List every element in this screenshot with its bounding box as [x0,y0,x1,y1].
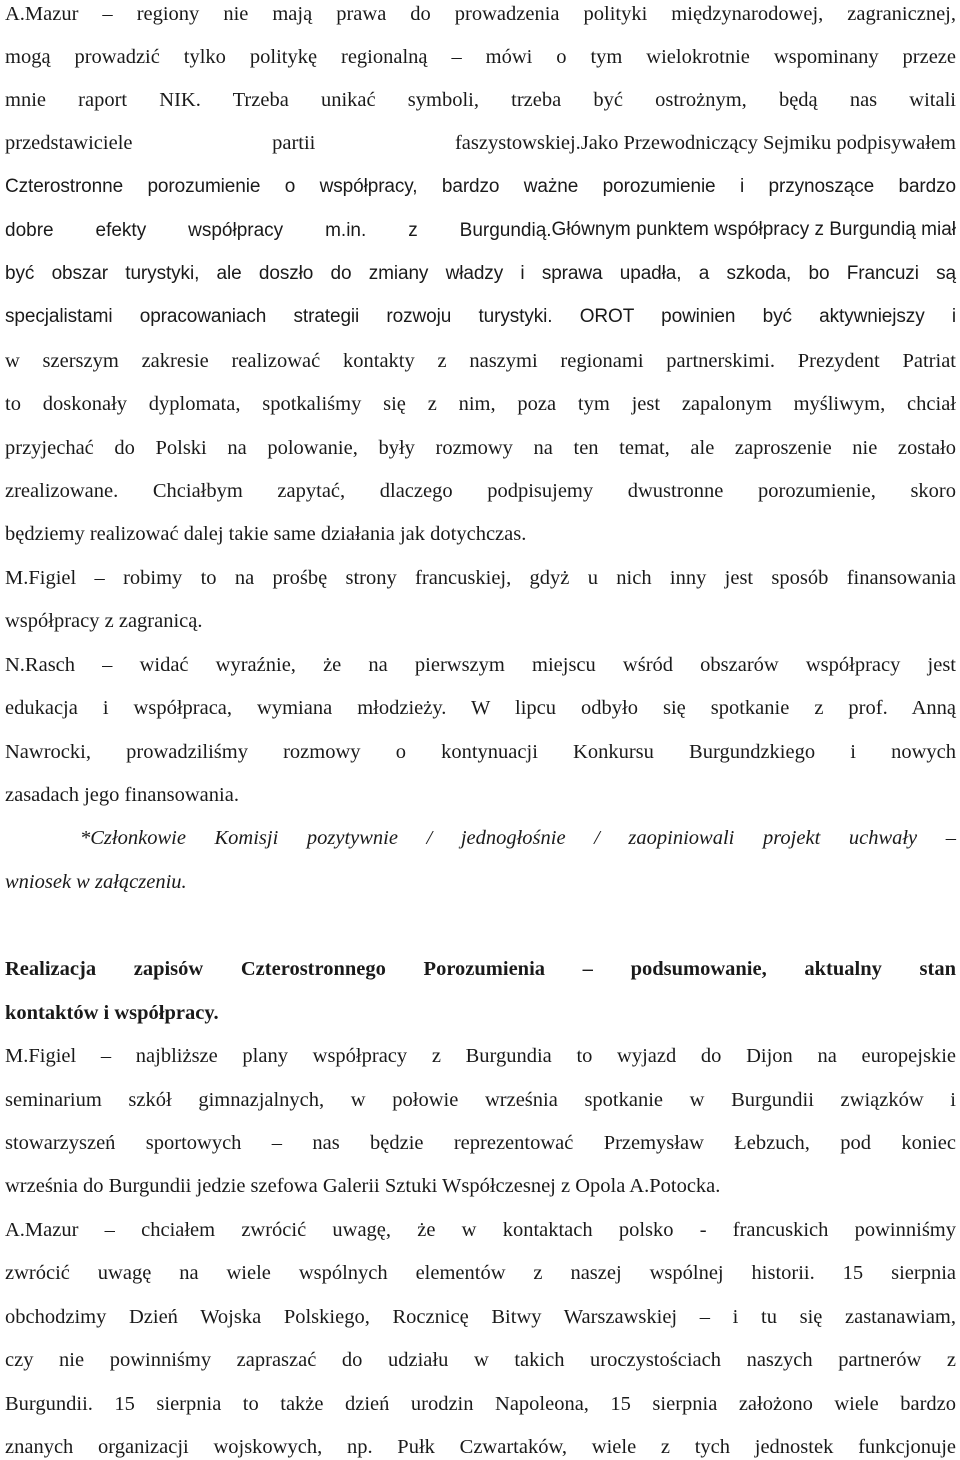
text-line: M.Figiel – najbliższe plany współpracy z Burgundia to wyjazd do Dijon na europejskie [5,1045,956,1067]
text-line: A.Mazur – regiony nie mają prawa do prowadzenia polityki międzynarodowej, zagranicznej, [5,3,956,25]
text-line: czy nie powinniśmy zapraszać do udziału w takich uroczystościach naszych partnerów z [5,1349,956,1371]
text-line: seminarium szkół gimnazjalnych, w połowie września spotkanie w Burgundii związków i [5,1089,956,1111]
text-line: M.Figiel – robimy to na prośbę strony francuskiej, gdyż u nich inny jest sposób finansowania [5,567,956,589]
text-line: edukacja i współpraca, wymiana młodzieży. W lipcu odbyło się spotkanie z prof. Anną [5,697,956,719]
text-line: to doskonały dyplomata, spotkaliśmy się z nim, poza tym jest zapalonym myśliwym, chciał [5,393,956,415]
text-line: przyjechać do Polski na polowanie, były rozmowy na ten temat, ale zaproszenie nie zostało [5,437,956,459]
text-line: wniosek w załączeniu. [5,871,187,893]
text-line: Nawrocki, prowadziliśmy rozmowy o kontynuacji Konkursu Burgundzkiego i nowych [5,741,956,763]
text-line: stowarzyszeń sportowych – nas będzie reprezentować Przemysław Łebzuch, pod koniec [5,1132,956,1154]
text-line: zwrócić uwagę na wiele wspólnych elementów z naszej wspólnej historii. 15 sierpnia [5,1262,956,1284]
text-line: Burgundii. 15 sierpnia to także dzień urodzin Napoleona, 15 sierpnia założono wiele bardzo [5,1393,956,1415]
text-line: specjalistami opracowaniach strategii rozwoju turystyki. OROT powinien być aktywniejszy i [5,306,956,327]
text-line [5,218,956,243]
text-line: znanych organizacji wojskowych, np. Pułk Czwartaków, wiele z tych jednostek funkcjonuje [5,1436,956,1458]
text-line: być obszar turystyki, ale doszło do zmiany władzy i sprawa upadła, a szkoda, bo Francuzi są [5,263,956,284]
text-line: zasadach jego finansowania. [5,784,239,806]
text-line: zrealizowane. Chciałbym zapytać, dlaczego podpisujemy dwustronne porozumienie, skoro [5,480,956,502]
text-line: w szerszym zakresie realizować kontakty z naszymi regionami partnerskimi. Prezydent Patriat [5,350,956,372]
text-line: *Członkowie Komisji pozytywnie / jednogłośnie / zaopiniowali projekt uchwały – [80,827,956,849]
text-line: współpracy z zagranicą. [5,610,203,632]
text-line: będziemy realizować dalej takie same działania jak dotychczas. [5,523,527,545]
text-line: obchodzimy Dzień Wojska Polskiego, Rocznicę Bitwy Warszawskiej – i tu się zastanawiam, [5,1306,956,1328]
text-line: września do Burgundii jedzie szefowa Galerii Sztuki Współczesnej z Opola A.Potocka. [5,1175,721,1197]
text-line: mogą prowadzić tylko politykę regionalną – mówi o tym wielokrotnie wspominany przeze [5,46,956,68]
text-segment: Głównym punktem współpracy z Burgundią miał [551,219,956,240]
section-heading: kontaktów i współpracy. [5,1002,219,1024]
text-segment: dobre efekty współpracy m.in. z Burgundią. [5,220,552,241]
text-segment: przedstawiciele partii faszystowskiej. [5,132,581,154]
text-line: Czterostronne porozumienie o współpracy, bardzo ważne porozumienie i przynoszące bardzo [5,176,956,197]
text-line: mnie raport NIK. Trzeba unikać symboli, trzeba być ostrożnym, będą nas witali [5,89,956,111]
text-segment: Jako Przewodniczący Sejmiku podpisywałem [580,132,956,154]
text-line: A.Mazur – chciałem zwrócić uwagę, że w kontaktach polsko - francuskich powinniśmy [5,1219,956,1241]
text-line [5,131,956,155]
section-heading: Realizacja zapisów Czterostronnego Porozumienia – podsumowanie, aktualny stan [5,958,956,980]
text-line: N.Rasch – widać wyraźnie, że na pierwszym miejscu wśród obszarów współpracy jest [5,654,956,676]
